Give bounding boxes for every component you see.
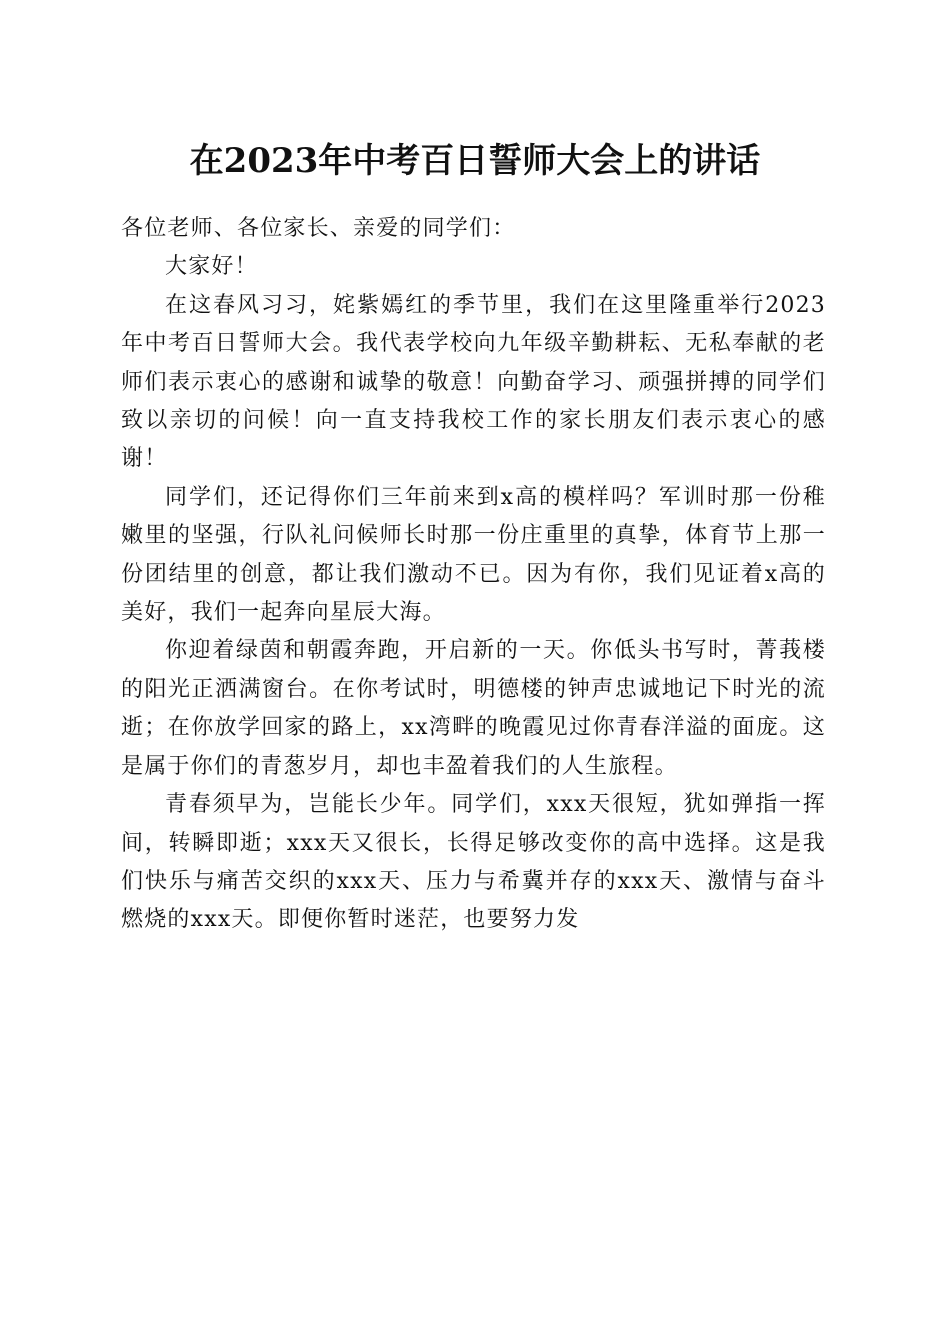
document-body (121, 210, 826, 940)
paragraph-2: 同学们，还记得你们三年前来到x高的模样吗？军训时那一份稚嫩里的坚强，行队礼问候师长时那一份庄重里的真挚，体育节上那一份团结里的创意，都让我们激动不已。因为有你，我们见证着x高的美好，我们一起奔向星辰大海。 (121, 484, 826, 626)
document-title: 在2023年中考百日誓师大会上的讲话 (189, 141, 761, 181)
paragraph-4: 青春须早为，岂能长少年。同学们，xxx天很短，犹如弹指一挥间，转瞬即逝；xxx天又很长，长得足够改变你的高中选择。这是我们快乐与痛苦交织的xxx天、压力与希冀并存的xxx天、激情与奋斗燃烧的xxx天。即便你暂时迷茫，也要努力发 (121, 792, 826, 933)
greeting: 大家好！ (165, 254, 258, 280)
paragraph-1: 在这春风习习，姹紫嫣红的季节里，我们在这里隆重举行2023年中考百日誓师大会。我代表学校向九年级辛勤耕耘、无私奉献的老师们表示衷心的感谢和诚挚的敬意！向勤奋学习、顽强拼搏的同学们致以亲切的问候！向一直支持我校工作的家长朋友们表示衷心的感谢！ (121, 292, 826, 472)
salutation: 各位老师、各位家长、亲爱的同学们： (121, 216, 516, 241)
paragraph-3: 你迎着绿茵和朝霞奔跑，开启新的一天。你低头书写时，菁莪楼的阳光正洒满窗台。在你考试时，明德楼的钟声忠诚地记下时光的流逝；在你放学回家的路上，xx湾畔的晚霞见过你青春洋溢的面庞。这是属于你们的青葱岁月，却也丰盈着我们的人生旅程。 (121, 638, 826, 779)
